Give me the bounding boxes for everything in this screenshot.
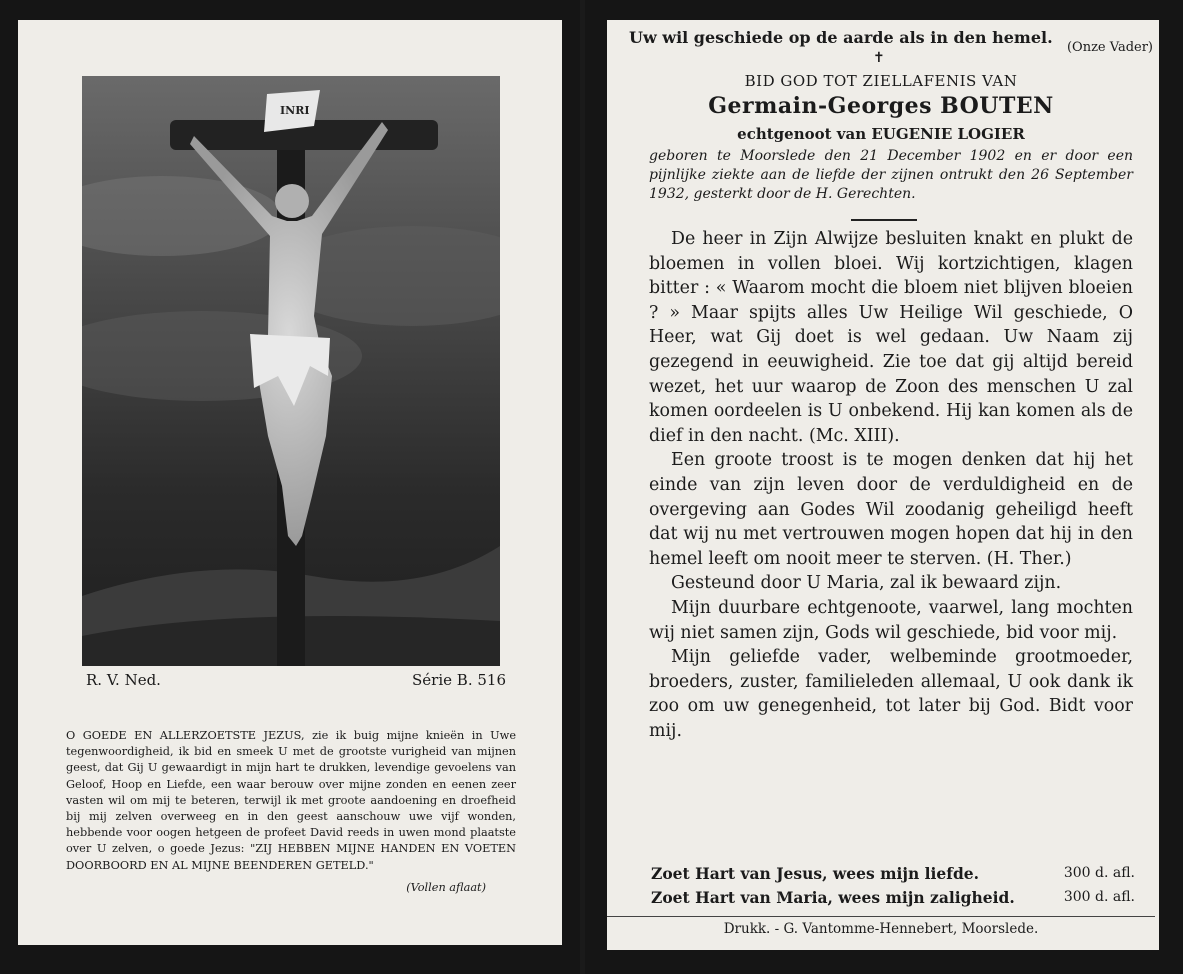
memorial-paragraph: Mijn duurbare echtgenoote, vaarwel, lang mochten wij niet samen zijn, Gods wil geschiede, bid voor mij. [649,597,1133,643]
prayer-paragraph: O GOEDE EN ALLERZOETSTE JEZUS, zie ik buig mijne knieën in Uwe tegenwoordigheid, ik bid en smeek U met de grootste vurigheid van mijnen geest, dat Gij U gewaardigt in mijn hart te drukken, levendige gevoelens van Geloof, Hoop en Liefde, een waar berouw over mijne zonden en eenen zeer vasten wil om mij te beteren, terwijl ik met groote aandoening en droefheid bij mij zelven overweeg en in den geest aanschouw uwe vijf wonden, hebbende voor oogen hetgeen de profeet David reeds in uwen mond plaatste over U zelven, o goede Jezus: "ZIJ HEBBEN MIJNE HANDEN EN VOETEN DOORBOORD EN AL MIJNE BEENDEREN GETELD." [66,729,516,872]
memorial-paragraph: Mijn geliefde vader, welbeminde grootmoeder, broeders, zuster, familieleden allemaal, U ook dank ik zoo om uw genegenheid, tot later bij God. Bidt voor mij. [649,647,1133,741]
quote-text: Uw wil geschiede op de aarde als in den hemel. [629,28,1053,47]
cross-icon: ✝ [873,50,885,66]
header-quote [607,28,1155,55]
image-captions [86,671,506,691]
publisher-mark: R. V. Ned. [86,671,161,689]
spouse-line: echtgenoot van EUGENIE LOGIER [737,125,1025,143]
indulgence-text: Zoet Hart van Maria, wees mijn zaligheid. [651,888,1015,907]
divider [851,219,917,221]
memorial-text [649,227,1133,743]
crucifix-image [82,76,500,666]
prayer-text [66,728,516,874]
left-card [0,0,580,974]
svg-text:INRI: INRI [280,104,310,117]
birth-death-text: geboren te Moorslede den 21 December 1902 en er door een pijnlijke ziekte aan de liefde der zijnen ontrukt den 26 September 1932, gesterkt door de H. Gerechten. [649,148,1133,202]
indulgence-value: 300 d. afl. [1063,865,1135,881]
memorial-paragraph: Een groote troost is te mogen denken dat hij het einde van zijn leven door de verduldigheid en de overgeving aan Godes Wil zoodanig geheiligd heeft dat wij nu met vertrouwen mogen hopen dat hij in den hemel leeft om nooit meer te sterven. (H. Ther.) [649,450,1133,569]
printer-credit: Drukk. - G. Vantomme-Hennebert, Moorslede. [607,916,1155,937]
indulgence-note: (Vollen aflaat) [406,881,486,894]
quote-source: (Onze Vader) [1066,40,1153,55]
indulgence-line [651,864,1135,886]
memorial-paragraph: De heer in Zijn Alwijze besluiten knakt en plukt de bloemen in vollen bloei. Wij kortzichtigen, klagen bitter : « Waarom mocht die bloem niet blijven bloeien ? » Maar spijts alles Uw Heilige Wil geschiede, O Heer, wat Gij doet is wel gedaan. Uw Naam zij gezegend in eeuwigheid. Zie toe dat gij altijd bereid wezet, het uur waarop de Zoon des menschen U zal komen oordeelen is U onbekend. Hij kan komen als de dief in den nacht. (Mc. XIII). [649,229,1133,446]
indulgence-text: Zoet Hart van Jesus, wees mijn liefde. [651,864,980,883]
memorial-paragraph: Gesteund door U Maria, zal ik bewaard zijn. [671,573,1062,594]
deceased-name: Germain-Georges BOUTEN [708,93,1054,119]
series-number: Série B. 516 [412,671,506,689]
inri-sign [264,90,320,132]
indulgence-value: 300 d. afl. [1063,889,1135,905]
right-card-paper [607,20,1159,950]
left-card-paper [18,20,562,945]
indulgence-line [651,888,1135,910]
right-card [585,0,1183,974]
prayer-call: BID GOD TOT ZIELLAFENIS VAN [744,72,1018,90]
